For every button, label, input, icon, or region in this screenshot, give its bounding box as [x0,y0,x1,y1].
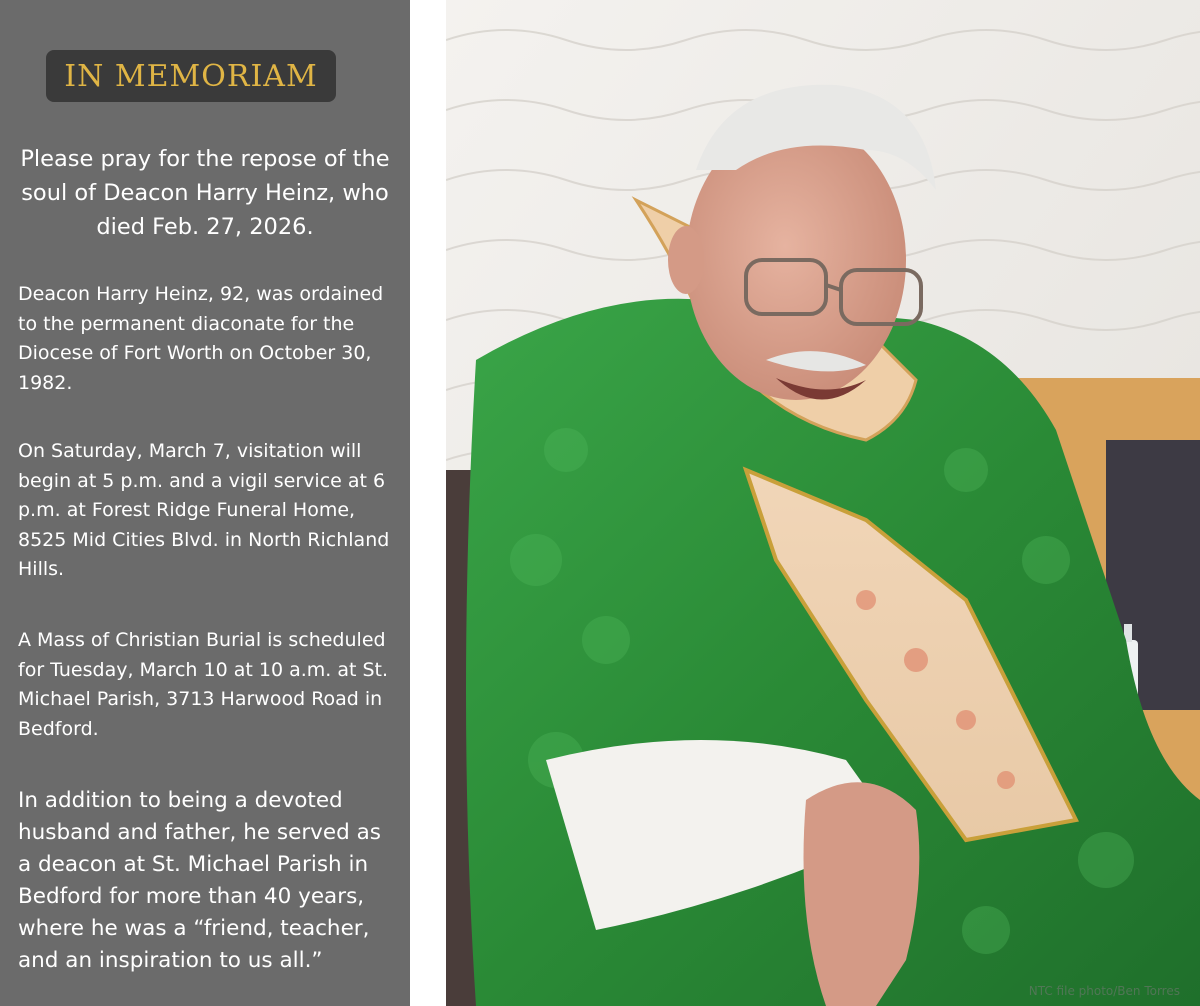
memoriam-banner [46,50,336,102]
deacon-photo [446,0,1200,1006]
tribute-paragraph: In addition to being a devoted husband and father, he served as a deacon at St. Michael Parish in Bedford for more than 40 years, where he was a “friend, teacher, and an inspiration to us all.” [18,788,381,973]
text-panel [0,0,410,1006]
photo-credit: NTC file photo/Ben Torres [1028,984,1180,998]
funeral-mass-paragraph: A Mass of Christian Burial is scheduled for Tuesday, March 10 at 10 a.m. at St. Michael Parish, 3713 Harwood Road in Bedford. [18,629,389,740]
visitation-paragraph: On Saturday, March 7, visitation will begin at 5 p.m. and a vigil service at 6 p.m. at Forest Ridge Funeral Home, 8525 Mid Cities Blvd. in North Richland Hills. [18,440,390,580]
prayer-intro: Please pray for the repose of the soul of Deacon Harry Heinz, who died Feb. 27, 2026. [20,146,390,240]
ordination-paragraph: Deacon Harry Heinz, 92, was ordained to the permanent diaconate for the Diocese of Fort Worth on October 30, 1982. [18,283,384,394]
banner-title: IN MEMORIAM [64,58,318,94]
